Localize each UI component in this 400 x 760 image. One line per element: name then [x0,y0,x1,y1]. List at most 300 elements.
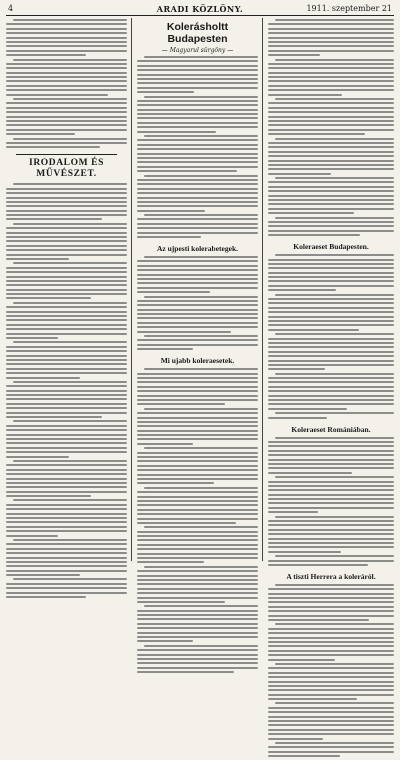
text-line [137,236,201,238]
text-line [268,672,394,674]
text-line [6,451,127,453]
text-line [6,403,127,405]
text-line [6,129,127,131]
text-line [268,593,394,595]
text-line [6,67,127,69]
text-line [6,355,127,357]
text-line [137,170,237,172]
text-line [137,583,258,585]
text-line [6,447,127,449]
text-line [144,447,258,449]
text-line [268,173,331,175]
text-line [13,539,127,541]
subheading: Koleraeset Budapesten. [293,242,369,252]
text-line [268,498,394,500]
text-line [137,188,258,190]
text-line [6,63,127,65]
text-line [13,341,127,343]
text-line [6,429,127,431]
text-line [137,456,258,458]
article-title: Kolerásholtt Budapesten [166,21,229,45]
text-line [6,526,127,528]
text-line [6,521,127,523]
text-line [137,381,258,383]
text-line [6,319,127,321]
newspaper-title: ARADI KÖZLÖNY. [156,4,244,14]
text-line [6,240,127,242]
text-line [268,320,394,322]
text-line [137,491,258,493]
text-line [144,335,258,337]
text-line [268,67,394,69]
text-line [268,164,394,166]
text-line [13,98,127,100]
text-line [6,346,127,348]
column-3 [268,18,394,581]
text-line [6,333,127,335]
text-line [6,592,127,594]
text-line [268,588,394,590]
text-line [137,100,258,102]
text-line [6,328,127,330]
text-line [268,645,394,647]
text-line [6,280,127,282]
text-line [268,259,394,261]
text-line [137,144,258,146]
text-line [6,289,127,291]
text-line [6,385,127,387]
text-line [137,304,258,306]
text-line [268,667,394,669]
text-line [6,416,102,418]
text-line [275,516,394,518]
text-line [6,583,127,585]
text-line [13,262,127,264]
text-line [144,605,258,607]
text-line [268,23,394,25]
text-block [268,436,394,569]
text-line [268,619,369,621]
text-line [268,364,394,366]
text-line [6,297,91,299]
text-line [268,632,394,634]
text-line [137,104,258,106]
text-line [137,496,258,498]
text-line [144,296,258,298]
text-line [6,491,127,493]
text-line [268,181,394,183]
text-line [275,333,394,335]
text-line [268,76,394,78]
text-block [6,18,127,151]
text-line [268,502,394,504]
text-line [137,260,258,262]
text-line [268,311,394,313]
text-line [268,707,394,709]
text-line [268,520,394,522]
text-line [137,126,258,128]
text-line [268,45,394,47]
text-line [137,482,214,484]
text-line [268,285,394,287]
text-line [13,381,127,383]
text-line [268,129,394,131]
text-line [137,166,258,168]
text-line [275,476,394,478]
text-line [13,499,127,501]
text-line [144,96,258,98]
text-line [268,533,394,535]
text-line [6,23,127,25]
subheading: Mi ujabb koleraesetek. [160,356,235,366]
text-line [137,117,258,119]
text-line [268,724,394,726]
text-line [137,322,258,324]
text-line [6,37,127,39]
text-line [6,574,80,576]
text-line [137,91,194,93]
text-line [268,711,394,713]
text-line [137,179,258,181]
text-line [6,245,127,247]
text-line [137,87,258,89]
text-line [137,153,258,155]
text-line [137,326,258,328]
text-line [268,650,394,652]
text-line [137,531,258,533]
text-line [6,267,127,269]
text-line [6,50,127,52]
text-line [6,543,127,545]
text-line [268,538,394,540]
text-line [137,557,258,559]
text-line [268,368,325,370]
text-line [268,203,394,205]
text-line [137,183,258,185]
text-line [275,742,394,744]
text-line [6,201,127,203]
text-line [268,399,394,401]
text-line [137,300,258,302]
text-line [144,487,258,489]
text-line [268,72,394,74]
text-line [137,218,258,220]
text-line [268,146,394,148]
text-line [268,601,394,603]
text-line [137,632,258,634]
text-line [144,135,258,137]
text-block [137,367,258,676]
text-line [137,192,258,194]
text-line [268,489,394,491]
text-line [6,258,69,260]
text-line [144,408,258,410]
text-line [144,175,258,177]
text-line [268,610,394,612]
text-line [268,386,394,388]
masthead [6,3,394,16]
text-line [6,249,127,251]
text-line [268,276,394,278]
text-line [13,138,127,140]
text-line [137,658,258,660]
text-line [6,227,127,229]
text-line [6,120,127,122]
text-line [268,524,394,526]
text-line [268,28,394,30]
text-line [268,542,394,544]
text-line [268,751,394,753]
text-line [6,94,108,96]
text-line [137,291,210,293]
text-line [268,755,340,757]
text-line [6,142,127,144]
text-line [275,254,394,256]
text-line [268,221,394,223]
text-line [6,218,102,220]
text-line [268,360,394,362]
text-block [268,253,394,421]
text-line [6,192,127,194]
text-line [268,89,394,91]
text-line [275,623,394,625]
text-line [268,698,357,700]
text-line [137,282,258,284]
text-line [268,511,318,513]
text-line [6,54,86,56]
text-line [137,122,258,124]
text-line [268,329,359,331]
text-line [275,138,394,140]
text-line [268,302,394,304]
text-line [268,155,394,157]
text-line [137,223,258,225]
text-line [268,377,394,379]
text-line [137,157,258,159]
text-line [275,19,394,21]
text-line [268,395,394,397]
text-line [268,102,394,104]
text-line [137,274,258,276]
text-line [6,442,127,444]
text-line [137,553,258,555]
text-line [268,441,394,443]
text-line [137,614,258,616]
text-line [268,160,394,162]
text-line [268,342,394,344]
text-line [6,284,127,286]
text-line [268,694,394,696]
text-line [6,456,69,458]
text-line [137,197,258,199]
text-line [275,584,394,586]
text-line [137,399,258,401]
text-line [6,557,127,559]
text-line [6,124,127,126]
text-line [268,507,394,509]
text-line [137,504,258,506]
text-line [268,151,394,153]
text-line [13,59,127,61]
text-line [13,223,127,225]
text-line [137,570,258,572]
text-line [6,469,127,471]
subheading: A tiszti Herrera a koleráról. [286,571,376,581]
text-line [6,89,127,91]
text-line [268,133,365,135]
text-line [268,463,394,465]
text-line [268,716,394,718]
text-line [137,265,258,267]
text-line [268,116,394,118]
subheading: Az ujpesti kolerabetegek. [156,244,239,254]
text-line [137,201,258,203]
text-line [6,363,127,365]
text-line [13,578,127,580]
text-line [268,190,394,192]
text-line [275,663,394,665]
article-subtitle: — Magyarul sürgöny — [161,47,234,54]
text-line [137,469,258,471]
text-line [268,54,320,56]
text-line [6,535,58,537]
text-line [268,637,394,639]
text-line [275,437,394,439]
text-line [137,636,258,638]
text-line [137,205,258,207]
text-line [137,535,258,537]
text-line [137,627,258,629]
text-block [268,583,394,760]
text-line [268,560,394,562]
text-line [6,116,127,118]
text-line [268,316,394,318]
text-line [6,368,127,370]
text-line [6,271,127,273]
text-line [6,276,127,278]
text-line [144,256,258,258]
text-line [137,649,258,651]
text-line [6,412,127,414]
text-line [13,420,127,422]
text-line [268,124,394,126]
text-line [137,610,258,612]
text-line [6,394,127,396]
text-line [137,373,258,375]
text-line [137,654,258,656]
text-line [268,280,394,282]
text-line [268,403,394,405]
subheading: Koleraeset Romániában. [291,424,371,434]
text-line [268,307,394,309]
text-line [268,324,394,326]
text-line [137,522,236,524]
text-line [268,564,368,566]
text-line [6,80,127,82]
text-line [275,98,394,100]
text-line [137,601,225,603]
text-block [137,55,258,241]
text-line [137,548,258,550]
text-line [268,606,394,608]
text-line [137,287,258,289]
text-line [268,212,354,214]
text-line [6,107,127,109]
text-line [6,28,127,30]
text-line [6,76,127,78]
text-line [137,395,258,397]
text-line [137,278,258,280]
text-line [268,681,394,683]
text-line [268,85,394,87]
text-line [6,552,127,554]
text-line [268,346,394,348]
text-line [6,102,127,104]
text-line [268,454,394,456]
text-line [13,302,127,304]
text-line [268,408,347,410]
text-line [137,544,258,546]
text-line [6,311,127,313]
text-line [137,78,258,80]
text-line [268,733,394,735]
text-line [6,315,127,317]
text-line [268,529,394,531]
text-line [268,94,342,96]
text-line [268,628,394,630]
text-line [268,641,394,643]
section-separator [16,154,117,155]
text-line [275,217,394,219]
section-title: IRODALOM ÉS MŰVÉSZET. [29,158,104,180]
text-line [6,398,127,400]
text-line [6,236,127,238]
text-line [6,324,127,326]
text-line [137,500,258,502]
text-line [268,685,394,687]
text-line [268,351,394,353]
text-line [137,403,225,405]
text-line [268,168,394,170]
text-line [137,348,193,350]
text-line [6,478,127,480]
text-line [268,63,394,65]
text-line [137,74,258,76]
text-line [268,199,394,201]
text-line [6,530,127,532]
text-line [275,59,394,61]
text-line [137,344,258,346]
text-line [13,183,127,185]
text-line [6,85,127,87]
text-line [275,294,394,296]
text-line [137,269,258,271]
text-line [137,417,258,419]
text-line [268,263,394,265]
text-line [6,482,127,484]
text-line [6,434,127,436]
text-line [137,667,258,669]
text-line [6,504,127,506]
text-line [268,720,394,722]
text-line [137,317,258,319]
text-line [268,551,341,553]
text-line [268,37,394,39]
text-line [137,148,258,150]
text-line [137,518,258,520]
text-line [268,546,394,548]
text-line [137,513,258,515]
